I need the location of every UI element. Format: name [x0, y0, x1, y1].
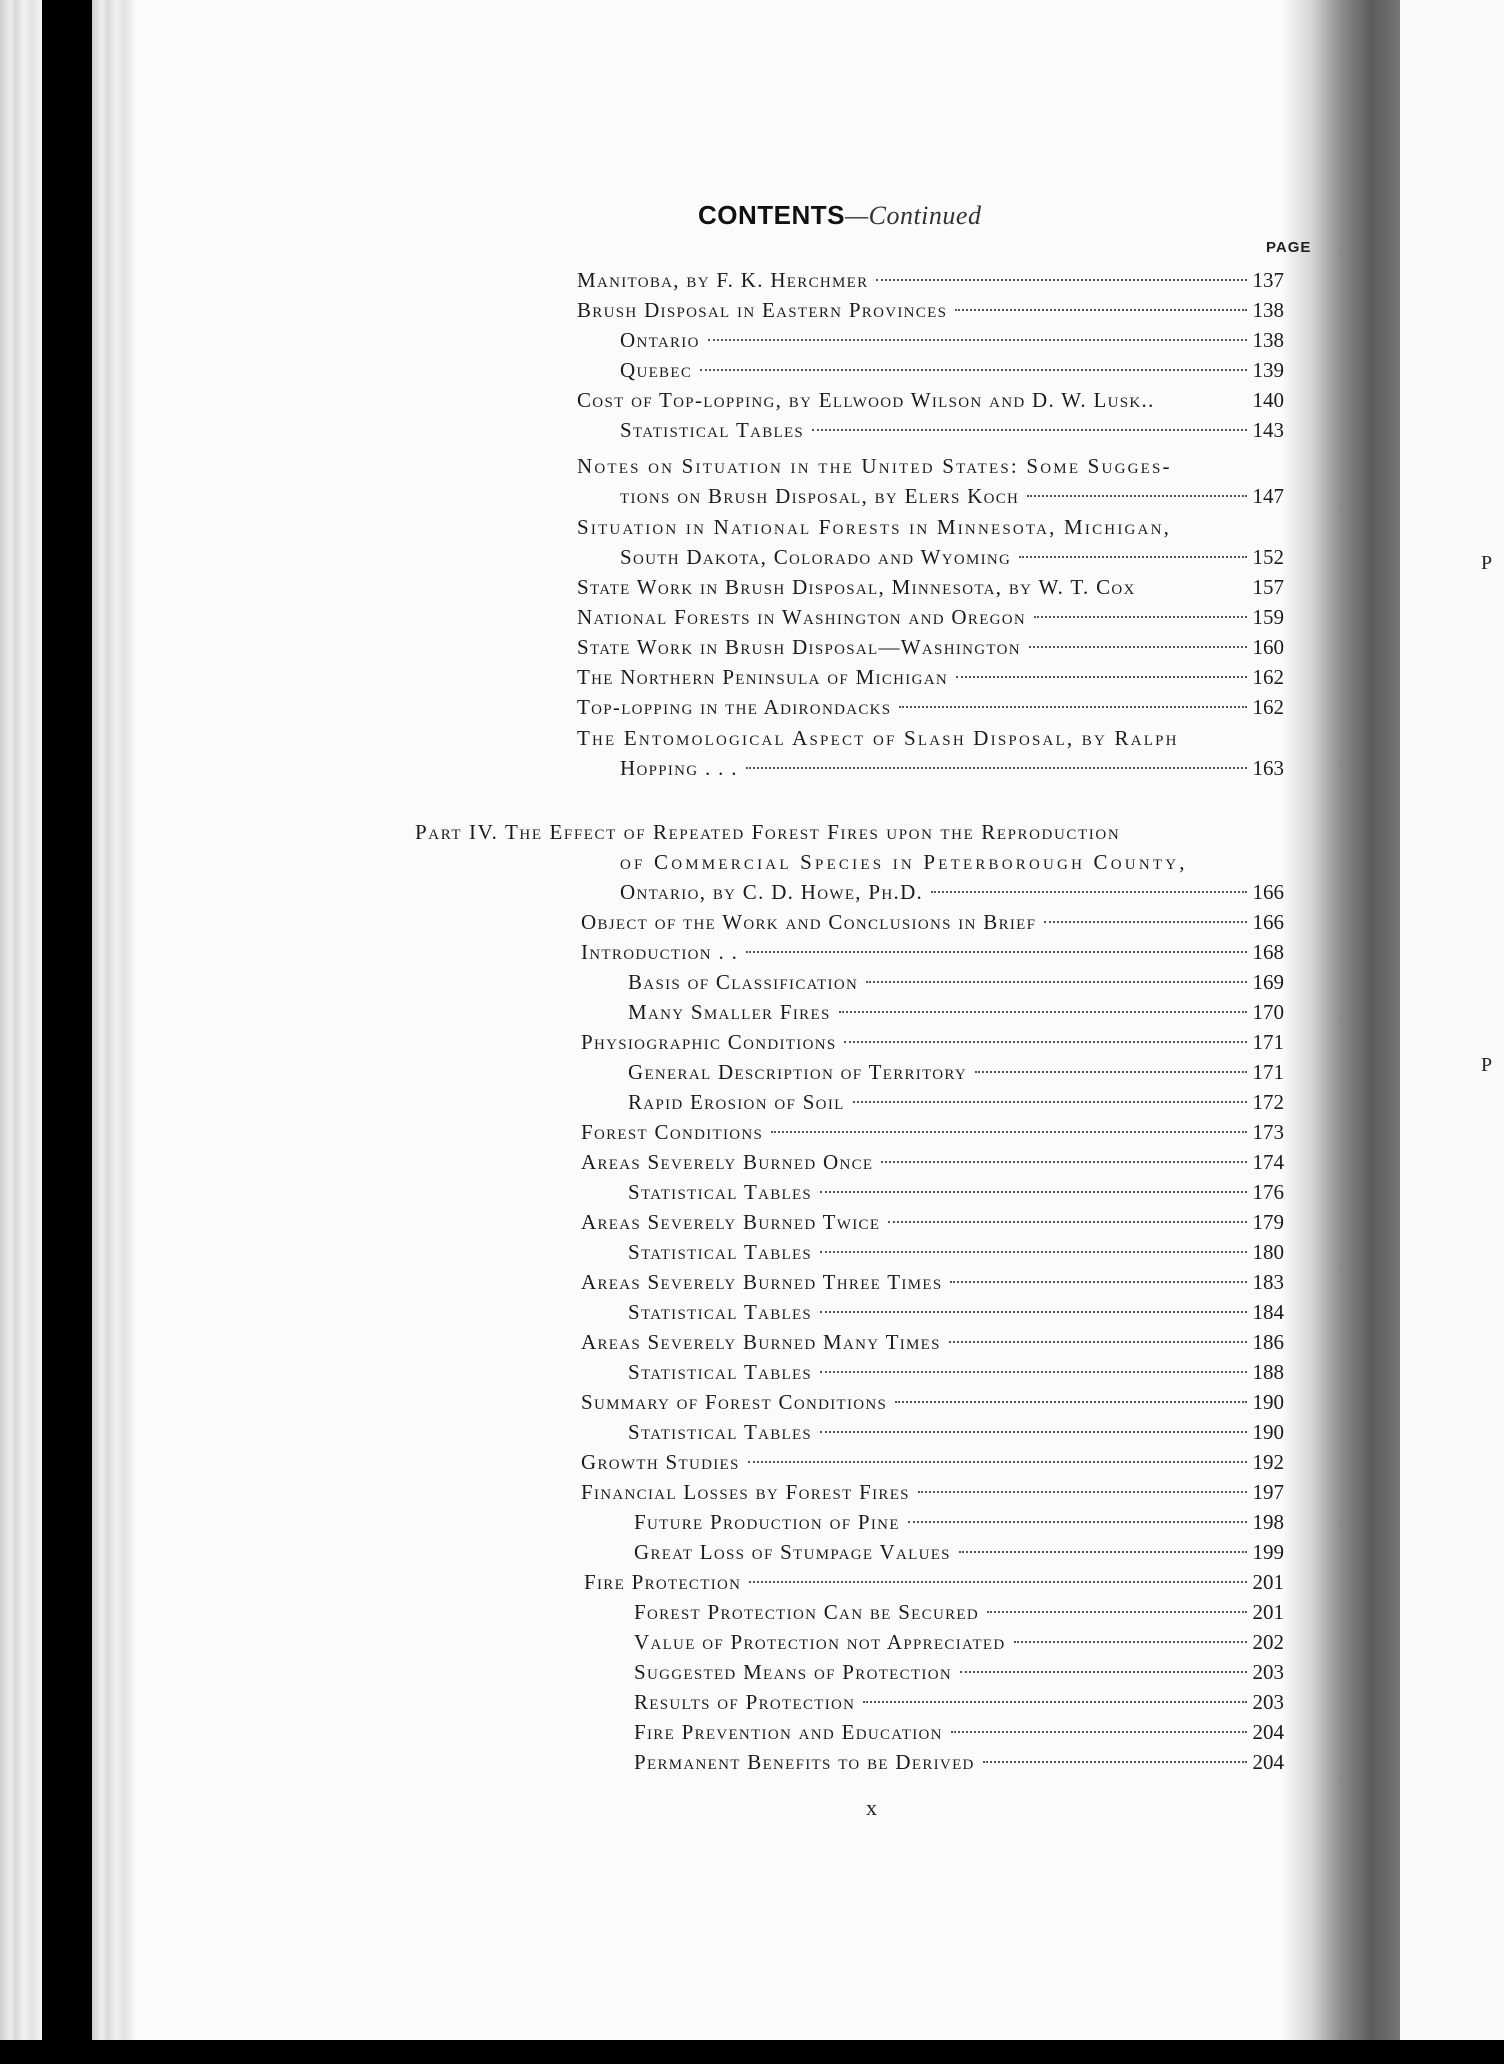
- toc-entry-title: South Dakota, Colorado and Wyoming: [620, 545, 1012, 569]
- toc-entry-page: 147: [1252, 484, 1284, 508]
- toc-entry-page: 163: [1252, 756, 1284, 780]
- toc-entry-title: Statistical Tables: [628, 1300, 813, 1324]
- dot-leader: [918, 1491, 1247, 1493]
- toc-entry-page: 138: [1252, 328, 1284, 352]
- toc-entry: [581, 1448, 1284, 1476]
- facing-page-mark: P: [1481, 552, 1493, 574]
- toc-entry: [581, 938, 1284, 966]
- toc-entry: [581, 1118, 1284, 1146]
- toc-entry: [577, 513, 1284, 541]
- dot-leader: [746, 951, 1246, 953]
- toc-entry: [628, 1418, 1284, 1446]
- toc-entry-title: Areas Severely Burned Once: [581, 1150, 874, 1174]
- toc-entry-title: Situation in National Forests in Minnesota, Michigan,: [577, 515, 1172, 539]
- heading-title: CONTENTS: [698, 200, 845, 230]
- toc-entry-title: Growth Studies: [581, 1450, 740, 1474]
- toc-entry: [581, 908, 1284, 936]
- toc-entry-page: 180: [1252, 1240, 1284, 1264]
- toc-entry-title: Many Smaller Fires: [628, 1000, 831, 1024]
- toc-entry: [581, 1148, 1284, 1176]
- toc-entry-page: 204: [1252, 1750, 1284, 1774]
- toc-entry-page: 166: [1252, 880, 1284, 904]
- toc-entry-page: 176: [1252, 1180, 1284, 1204]
- toc-entry: [634, 1508, 1284, 1536]
- page-column-header: PAGE: [1266, 239, 1312, 256]
- dot-leader: [956, 676, 1247, 678]
- dot-leader: [1027, 495, 1246, 497]
- toc-entry: [415, 818, 1284, 846]
- toc-entry: [620, 416, 1284, 444]
- toc-entry: [628, 998, 1284, 1026]
- toc-entry: [620, 754, 1284, 782]
- dot-leader: [899, 706, 1246, 708]
- toc-entry: [577, 296, 1284, 324]
- toc-entry-title: Part IV. The Effect of Repeated Forest Fires upon the Reproduction: [415, 820, 1121, 844]
- toc-entry-page: 201: [1252, 1600, 1284, 1624]
- toc-entry-title: Brush Disposal in Eastern Provinces: [577, 298, 948, 322]
- toc-entry-page: 173: [1252, 1120, 1284, 1144]
- toc-entry: [634, 1658, 1284, 1686]
- dot-leader: [839, 1011, 1247, 1013]
- toc-entry-title: Introduction . .: [581, 940, 739, 964]
- dot-leader: [820, 1191, 1246, 1193]
- toc-entry-page: 137: [1252, 268, 1284, 292]
- toc-entry-title: Fire Protection: [584, 1570, 742, 1594]
- toc-entry-page: 166: [1252, 910, 1284, 934]
- dot-leader: [749, 1581, 1246, 1583]
- dot-leader: [853, 1101, 1247, 1103]
- toc-entry-title: of Commercial Species in Peterborough County,: [620, 850, 1188, 874]
- toc-entry-title: tions on Brush Disposal, by Elers Koch: [620, 484, 1020, 508]
- dot-leader: [820, 1311, 1246, 1313]
- toc-entry-title: The Entomological Aspect of Slash Disposal, by Ralph: [577, 726, 1179, 750]
- toc-entry-title: Great Loss of Stumpage Values: [634, 1540, 951, 1564]
- toc-entry: [620, 356, 1284, 384]
- toc-entry-page: 139: [1252, 358, 1284, 382]
- toc-entry-title: Physiographic Conditions: [581, 1030, 837, 1054]
- toc-entry-page: 198: [1252, 1510, 1284, 1534]
- toc-entry: [577, 663, 1284, 691]
- toc-entry-page: 138: [1252, 298, 1284, 322]
- toc-entry: [628, 1178, 1284, 1206]
- facing-page-mark: P: [1481, 1054, 1493, 1076]
- toc-entry-page: 174: [1252, 1150, 1284, 1174]
- toc-entry-title: Areas Severely Burned Many Times: [581, 1330, 941, 1354]
- toc-entry-title: Notes on Situation in the United States: Some Sugges-: [577, 454, 1172, 478]
- toc-entry-title: Ontario, by C. D. Howe, Ph.D.: [620, 880, 924, 904]
- toc-entry-title: Ontario: [620, 328, 700, 352]
- toc-entry-page: 186: [1252, 1330, 1284, 1354]
- toc-entry: [577, 573, 1284, 601]
- toc-entry: [620, 848, 1284, 876]
- toc-entry-title: Hopping . . .: [620, 756, 738, 780]
- toc-entry-title: Object of the Work and Conclusions in Brief: [581, 910, 1037, 934]
- toc-entry-page: 190: [1252, 1420, 1284, 1444]
- dot-leader: [955, 309, 1246, 311]
- toc-entry: [620, 543, 1284, 571]
- page-folio: x: [866, 1795, 877, 1820]
- toc-entry: [628, 1358, 1284, 1386]
- dot-leader: [1014, 1641, 1247, 1643]
- toc-entry-title: Suggested Means of Protection: [634, 1660, 952, 1684]
- toc-entry-page: 183: [1252, 1270, 1284, 1294]
- toc-entry-page: 192: [1252, 1450, 1284, 1474]
- toc-entry: [634, 1628, 1284, 1656]
- dot-leader: [820, 1371, 1246, 1373]
- toc-entry: [634, 1688, 1284, 1716]
- scan-border: [0, 2040, 1504, 2064]
- toc-entry-title: Forest Protection Can be Secured: [634, 1600, 979, 1624]
- dot-leader: [888, 1221, 1246, 1223]
- toc-entry-page: 159: [1252, 605, 1284, 629]
- dot-leader: [960, 1671, 1247, 1673]
- toc-entry-page: 152: [1252, 545, 1284, 569]
- toc-entry: [577, 693, 1284, 721]
- toc-entry-title: Quebec: [620, 358, 693, 382]
- dot-leader: [1029, 646, 1247, 648]
- toc-entry-page: 169: [1252, 970, 1284, 994]
- toc-entry-title: State Work in Brush Disposal—Washington: [577, 635, 1021, 659]
- dot-leader: [983, 1761, 1247, 1763]
- toc-entry-page: 168: [1252, 940, 1284, 964]
- toc-entry-title: Areas Severely Burned Three Times: [581, 1270, 943, 1294]
- dot-leader: [1019, 556, 1246, 558]
- facing-page: [1400, 0, 1504, 2064]
- toc-entry-page: 162: [1252, 665, 1284, 689]
- dot-leader: [1044, 921, 1246, 923]
- toc-entry: [628, 1058, 1284, 1086]
- toc-entry-title: Value of Protection not Appreciated: [634, 1630, 1006, 1654]
- toc-entry-page: 190: [1252, 1390, 1284, 1414]
- dot-leader: [881, 1161, 1246, 1163]
- toc-entry: [577, 266, 1284, 294]
- toc-entry-title: State Work in Brush Disposal, Minnesota, by W. T. Cox: [577, 575, 1136, 599]
- toc-entry: [620, 878, 1284, 906]
- dot-leader: [987, 1611, 1247, 1613]
- toc-entry-title: Fire Prevention and Education: [634, 1720, 943, 1744]
- dot-leader: [812, 429, 1246, 431]
- dot-leader: [863, 1701, 1246, 1703]
- dot-leader: [700, 369, 1246, 371]
- gutter-shading: [92, 0, 134, 2064]
- toc-entry-page: 171: [1252, 1060, 1284, 1084]
- dot-leader: [748, 1461, 1247, 1463]
- dot-leader: [895, 1401, 1246, 1403]
- toc-entry-page: 184: [1252, 1300, 1284, 1324]
- dot-leader: [820, 1251, 1246, 1253]
- toc-entry-page: 201: [1252, 1570, 1284, 1594]
- dot-leader: [746, 767, 1247, 769]
- dot-leader: [708, 339, 1247, 341]
- toc-entry-title: Statistical Tables: [628, 1360, 813, 1384]
- toc-entry: [581, 1388, 1284, 1416]
- toc-entry: [628, 968, 1284, 996]
- toc-entry-page: 204: [1252, 1720, 1284, 1744]
- toc-entry: [620, 326, 1284, 354]
- toc-entry-page: 172: [1252, 1090, 1284, 1114]
- dot-leader: [949, 1341, 1247, 1343]
- toc-entry-title: Manitoba, by F. K. Herchmer: [577, 268, 869, 292]
- toc-entry: [634, 1598, 1284, 1626]
- toc-entry: [581, 1328, 1284, 1356]
- dot-leader: [931, 891, 1246, 893]
- toc-entry-title: Future Production of Pine: [634, 1510, 900, 1534]
- toc-entry-page: 179: [1252, 1210, 1284, 1234]
- dot-leader: [959, 1551, 1247, 1553]
- toc-entry-title: Statistical Tables: [620, 418, 805, 442]
- toc-entry-title: Statistical Tables: [628, 1180, 813, 1204]
- toc-entry-title: Summary of Forest Conditions: [581, 1390, 888, 1414]
- toc-entry: [634, 1718, 1284, 1746]
- toc-entry: [581, 1208, 1284, 1236]
- toc-entry: [577, 452, 1284, 480]
- toc-entry-title: Statistical Tables: [628, 1420, 813, 1444]
- toc-entry-title: Top-lopping in the Adirondacks: [577, 695, 892, 719]
- toc-entry-page: 140: [1252, 388, 1284, 412]
- toc-entry-page: 203: [1252, 1690, 1284, 1714]
- dot-leader: [820, 1431, 1246, 1433]
- dot-leader: [771, 1131, 1246, 1133]
- page-edge-shadow: [1282, 0, 1402, 2064]
- toc-entry-title: Forest Conditions: [581, 1120, 764, 1144]
- toc-entry-title: The Northern Peninsula of Michigan: [577, 665, 948, 689]
- toc-entry: [628, 1298, 1284, 1326]
- left-binding: [0, 0, 42, 2064]
- toc-entry-title: Permanent Benefits to be Derived: [634, 1750, 975, 1774]
- dot-leader: [951, 1731, 1247, 1733]
- toc-entry-title: Results of Protection: [634, 1690, 856, 1714]
- toc-entry: [628, 1088, 1284, 1116]
- toc-entry: [634, 1748, 1284, 1776]
- toc-entry: [577, 724, 1284, 752]
- toc-entry-page: 157: [1252, 575, 1284, 599]
- dot-leader: [866, 981, 1246, 983]
- toc-entry-page: 197: [1252, 1480, 1284, 1504]
- toc-entry: [620, 482, 1284, 510]
- toc-entry: [581, 1478, 1284, 1506]
- toc-entry-title: Areas Severely Burned Twice: [581, 1210, 881, 1234]
- toc-entry-title: Rapid Erosion of Soil: [628, 1090, 845, 1114]
- toc-entry: [628, 1238, 1284, 1266]
- toc-entry: [634, 1538, 1284, 1566]
- dot-leader: [844, 1041, 1246, 1043]
- toc-entry-page: 143: [1252, 418, 1284, 442]
- dot-leader: [1034, 616, 1246, 618]
- toc-entry: [577, 603, 1284, 631]
- toc-entry: [581, 1268, 1284, 1296]
- toc-entry-page: 199: [1252, 1540, 1284, 1564]
- dot-leader: [876, 279, 1246, 281]
- toc-entry-title: General Description of Territory: [628, 1060, 968, 1084]
- toc-entry: [584, 1568, 1284, 1596]
- toc-entry: [577, 386, 1284, 414]
- toc-entry-page: 203: [1252, 1660, 1284, 1684]
- toc-entry-title: Basis of Classification: [628, 970, 859, 994]
- toc-entry-page: 202: [1252, 1630, 1284, 1654]
- toc-entry-title: Statistical Tables: [628, 1240, 813, 1264]
- dot-leader: [950, 1281, 1246, 1283]
- dot-leader: [975, 1071, 1246, 1073]
- toc-entry-title: National Forests in Washington and Oregon: [577, 605, 1027, 629]
- dot-leader: [908, 1521, 1247, 1523]
- toc-entry-page: 162: [1252, 695, 1284, 719]
- toc-entry-title: Financial Losses by Forest Fires: [581, 1480, 910, 1504]
- toc-entry: [577, 633, 1284, 661]
- toc-entry-page: 188: [1252, 1360, 1284, 1384]
- toc-entry-title: Cost of Top-lopping, by Ellwood Wilson and D. W. Lusk..: [577, 388, 1155, 412]
- toc-entry-page: 160: [1252, 635, 1284, 659]
- heading-continued: —Continued: [845, 201, 982, 230]
- contents-heading: [698, 200, 981, 231]
- toc-entry-page: 170: [1252, 1000, 1284, 1024]
- toc-entry-page: 171: [1252, 1030, 1284, 1054]
- toc-entry: [581, 1028, 1284, 1056]
